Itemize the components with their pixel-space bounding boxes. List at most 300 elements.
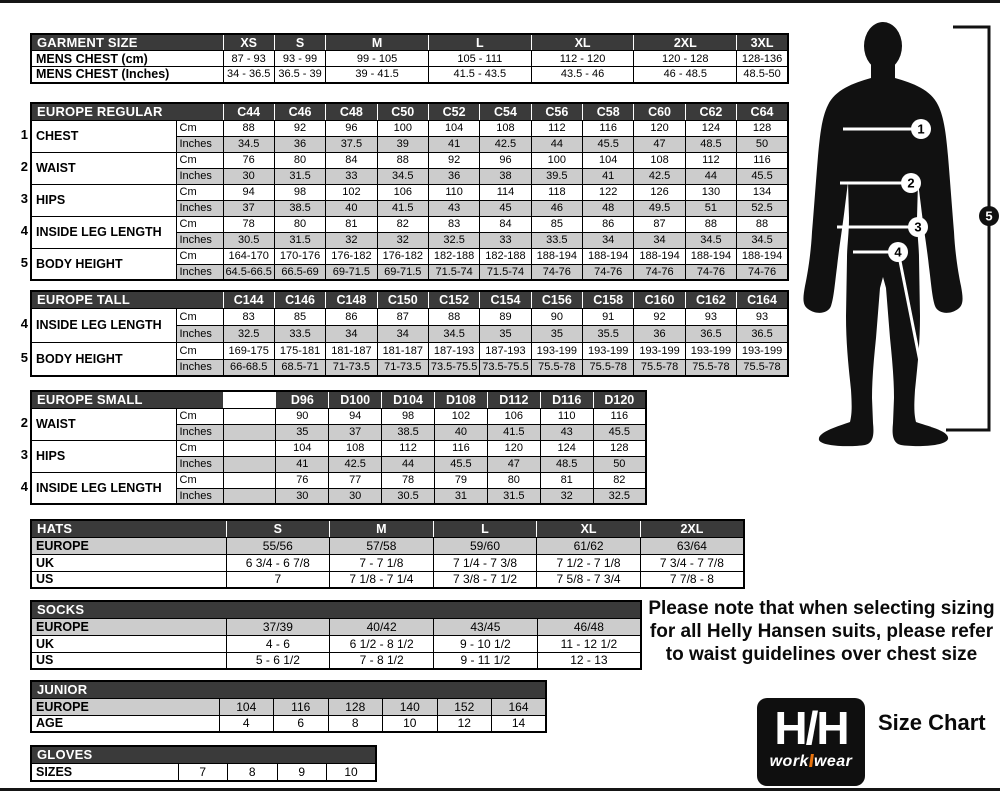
size-header: C146 (274, 291, 325, 308)
value-cell: 41 (583, 168, 634, 184)
value-cell: 7 - 7 1/8 (330, 554, 434, 571)
value-cell: 88 (428, 308, 479, 325)
value-cell: 30.5 (223, 232, 274, 248)
value-cell: 36 (428, 168, 479, 184)
value-cell: 34.5 (428, 325, 479, 342)
value-cell: 32 (377, 232, 428, 248)
value-cell: 42.5 (329, 456, 382, 472)
top-border-line (0, 0, 1000, 3)
value-cell: 193-199 (685, 342, 736, 359)
value-cell: 68.5-71 (274, 359, 325, 376)
size-header: C60 (634, 103, 685, 120)
unit-label: Inches (176, 136, 223, 152)
value-cell: 8 (228, 763, 278, 781)
value-cell: 38.5 (382, 424, 435, 440)
value-cell: 128 (328, 698, 383, 715)
value-cell: 7 (226, 571, 330, 588)
value-cell: 96 (480, 152, 531, 168)
socks-table (30, 600, 642, 670)
row-label: US (31, 571, 226, 588)
value-cell: 6 3/4 - 6 7/8 (226, 554, 330, 571)
size-header: C46 (274, 103, 325, 120)
value-cell: 38 (480, 168, 531, 184)
size-header: S (274, 34, 325, 51)
value-cell: 100 (531, 152, 582, 168)
value-cell: 170-176 (274, 248, 325, 264)
socks-section (30, 600, 642, 670)
value-cell: 45.5 (737, 168, 788, 184)
value-cell: 86 (326, 308, 377, 325)
value-cell: 93 (685, 308, 736, 325)
value-cell (223, 424, 276, 440)
size-header: L (433, 520, 537, 537)
size-header: C50 (377, 103, 428, 120)
value-cell: 35.5 (583, 325, 634, 342)
figure-head (864, 22, 902, 70)
value-cell: 78 (382, 472, 435, 488)
value-cell: 112 (685, 152, 736, 168)
unit-label: Inches (176, 264, 223, 280)
table-title: SOCKS (31, 601, 641, 618)
size-header: C160 (634, 291, 685, 308)
value-cell: 37 (223, 200, 274, 216)
value-cell: 10 (383, 715, 438, 732)
body-measurement-figure (793, 20, 1000, 455)
value-cell: 176-182 (377, 248, 428, 264)
europe-regular-section (16, 102, 789, 281)
value-cell: 193-199 (531, 342, 582, 359)
value-cell: 74-76 (737, 264, 788, 280)
size-header: M (326, 34, 429, 51)
value-cell: 32.5 (223, 325, 274, 342)
value-cell (223, 408, 276, 424)
value-cell: 124 (540, 440, 593, 456)
size-chart-title: Size Chart (878, 710, 986, 735)
value-cell: 49.5 (634, 200, 685, 216)
value-cell: 51 (685, 200, 736, 216)
size-header: C62 (685, 103, 736, 120)
value-cell: 120 - 128 (634, 51, 737, 67)
row-label: MENS CHEST (cm) (31, 51, 223, 67)
value-cell: 48.5-50 (737, 67, 788, 83)
value-cell: 7 3/4 - 7 7/8 (640, 554, 744, 571)
value-cell: 128 (737, 120, 788, 136)
value-cell: 55/56 (226, 537, 330, 554)
value-cell: 112 (382, 440, 435, 456)
value-cell: 36.5 (737, 325, 788, 342)
size-header: C150 (377, 291, 428, 308)
value-cell: 116 (274, 698, 329, 715)
value-cell: 43.5 - 46 (531, 67, 634, 83)
unit-label: Inches (176, 456, 223, 472)
value-cell: 31.5 (274, 232, 325, 248)
value-cell: 74-76 (634, 264, 685, 280)
value-cell: 181-187 (326, 342, 377, 359)
value-cell: 71.5-74 (480, 264, 531, 280)
value-cell: 102 (435, 408, 488, 424)
value-cell: 34 - 36.5 (223, 67, 274, 83)
europe-tall-section (16, 290, 789, 377)
value-cell: 9 (277, 763, 327, 781)
size-header: D108 (435, 391, 488, 408)
value-cell: 6 1/2 - 8 1/2 (330, 635, 434, 652)
value-cell: 80 (487, 472, 540, 488)
value-cell: 80 (274, 216, 325, 232)
value-cell: 66.5-69 (274, 264, 325, 280)
value-cell: 98 (382, 408, 435, 424)
value-cell: 34.5 (223, 136, 274, 152)
value-cell: 98 (274, 184, 325, 200)
table-title: EUROPE TALL (31, 291, 223, 308)
row-number: 5 (20, 350, 28, 365)
value-cell: 41.5 - 43.5 (428, 67, 531, 83)
value-cell: 128 (593, 440, 646, 456)
value-cell: 30 (276, 488, 329, 504)
value-cell: 75.5-78 (531, 359, 582, 376)
value-cell: 75.5-78 (634, 359, 685, 376)
value-cell: 88 (737, 216, 788, 232)
value-cell: 130 (685, 184, 736, 200)
unit-label: Cm (176, 408, 223, 424)
value-cell: 43/45 (434, 618, 538, 635)
row-label: UK (31, 554, 226, 571)
row-label: HIPS (31, 440, 176, 472)
value-cell: 104 (276, 440, 329, 456)
value-cell: 104 (428, 120, 479, 136)
gloves-section (30, 745, 377, 782)
value-cell: 87 - 93 (223, 51, 274, 67)
value-cell: 46 (531, 200, 582, 216)
value-cell: 188-194 (634, 248, 685, 264)
hh-workwear-logo (757, 698, 865, 786)
table-title: JUNIOR (31, 681, 546, 698)
value-cell: 45.5 (435, 456, 488, 472)
value-cell: 71.5-74 (428, 264, 479, 280)
unit-label: Cm (176, 472, 223, 488)
value-cell: 39 (377, 136, 428, 152)
value-cell: 74-76 (531, 264, 582, 280)
body-silhouette (803, 64, 962, 446)
value-cell: 12 (437, 715, 492, 732)
size-header: C58 (583, 103, 634, 120)
value-cell: 41 (276, 456, 329, 472)
logo-hh-text: H/H (774, 702, 848, 754)
value-cell: 30.5 (382, 488, 435, 504)
value-cell: 84 (480, 216, 531, 232)
europe-small-section (16, 390, 647, 505)
value-cell: 34.5 (685, 232, 736, 248)
value-cell: 35 (276, 424, 329, 440)
row-number: 1 (20, 127, 28, 142)
row-label: MENS CHEST (Inches) (31, 67, 223, 83)
value-cell: 34.5 (377, 168, 428, 184)
row-label: US (31, 652, 226, 669)
row-label: EUROPE (31, 698, 219, 715)
table-title: GLOVES (31, 746, 376, 763)
unit-label: Cm (176, 248, 223, 264)
size-header: 2XL (640, 520, 744, 537)
value-cell: 42.5 (480, 136, 531, 152)
value-cell: 182-188 (428, 248, 479, 264)
value-cell: 45.5 (593, 424, 646, 440)
value-cell: 76 (223, 152, 274, 168)
logo-workwear-text: work wear (769, 753, 853, 770)
value-cell (223, 488, 276, 504)
value-cell: 73.5-75.5 (428, 359, 479, 376)
value-cell: 93 (737, 308, 788, 325)
value-cell: 34 (583, 232, 634, 248)
size-header: D104 (382, 391, 435, 408)
value-cell: 83 (428, 216, 479, 232)
value-cell: 188-194 (583, 248, 634, 264)
junior-table (30, 680, 547, 733)
value-cell: 193-199 (583, 342, 634, 359)
value-cell: 128-136 (737, 51, 788, 67)
value-cell: 41 (428, 136, 479, 152)
value-cell: 134 (737, 184, 788, 200)
row-label: UK (31, 635, 226, 652)
hats-table (30, 519, 745, 589)
value-cell: 108 (329, 440, 382, 456)
value-cell: 99 - 105 (326, 51, 429, 67)
value-cell: 116 (583, 120, 634, 136)
value-cell: 34 (377, 325, 428, 342)
value-cell: 92 (634, 308, 685, 325)
value-cell: 116 (737, 152, 788, 168)
marker-3-number: 3 (914, 219, 922, 235)
value-cell: 7 1/8 - 7 1/4 (330, 571, 434, 588)
unit-label: Cm (176, 184, 223, 200)
value-cell (223, 456, 276, 472)
value-cell: 85 (274, 308, 325, 325)
size-header: S (226, 520, 330, 537)
size-header: D96 (276, 391, 329, 408)
value-cell: 96 (326, 120, 377, 136)
value-cell: 43 (428, 200, 479, 216)
value-cell: 4 (219, 715, 274, 732)
value-cell: 92 (428, 152, 479, 168)
value-cell: 188-194 (531, 248, 582, 264)
value-cell: 79 (435, 472, 488, 488)
value-cell: 87 (634, 216, 685, 232)
size-header: M (330, 520, 434, 537)
row-label: INSIDE LEG LENGTH (31, 216, 176, 248)
table-title: EUROPE REGULAR (31, 103, 223, 120)
unit-label: Cm (176, 342, 223, 359)
unit-label: Cm (176, 120, 223, 136)
value-cell: 104 (219, 698, 274, 715)
value-cell: 41.5 (377, 200, 428, 216)
value-cell: 120 (487, 440, 540, 456)
row-label: HIPS (31, 184, 176, 216)
row-label: BODY HEIGHT (31, 342, 176, 376)
value-cell: 69-71.5 (377, 264, 428, 280)
blank-header (223, 391, 276, 408)
value-cell: 33.5 (531, 232, 582, 248)
value-cell: 31.5 (274, 168, 325, 184)
value-cell: 94 (329, 408, 382, 424)
value-cell: 90 (276, 408, 329, 424)
row-number: 5 (20, 255, 28, 270)
value-cell: 46 - 48.5 (634, 67, 737, 83)
garment-size-table (30, 33, 789, 84)
marker-5-number: 5 (985, 208, 993, 224)
value-cell: 32 (540, 488, 593, 504)
value-cell: 84 (326, 152, 377, 168)
value-cell: 91 (583, 308, 634, 325)
row-label: EUROPE (31, 537, 226, 554)
value-cell: 37.5 (326, 136, 377, 152)
size-header: C164 (737, 291, 788, 308)
value-cell: 12 - 13 (537, 652, 641, 669)
row-label: INSIDE LEG LENGTH (31, 308, 176, 342)
value-cell: 105 - 111 (428, 51, 531, 67)
row-number: 4 (20, 479, 28, 494)
unit-label: Inches (176, 325, 223, 342)
row-number: 3 (20, 447, 28, 462)
value-cell: 34.5 (737, 232, 788, 248)
value-cell: 87 (377, 308, 428, 325)
table-title: HATS (31, 520, 226, 537)
value-cell: 82 (593, 472, 646, 488)
unit-label: Inches (176, 359, 223, 376)
value-cell: 71-73.5 (377, 359, 428, 376)
value-cell: 61/62 (537, 537, 641, 554)
size-header: L (428, 34, 531, 51)
size-header: C156 (531, 291, 582, 308)
value-cell: 46/48 (537, 618, 641, 635)
value-cell: 182-188 (480, 248, 531, 264)
value-cell: 102 (326, 184, 377, 200)
value-cell: 86 (583, 216, 634, 232)
value-cell: 48.5 (540, 456, 593, 472)
value-cell: 188-194 (737, 248, 788, 264)
value-cell: 114 (480, 184, 531, 200)
row-label: SIZES (31, 763, 178, 781)
marker-2-number: 2 (907, 175, 915, 191)
value-cell: 50 (737, 136, 788, 152)
value-cell: 31.5 (487, 488, 540, 504)
value-cell: 75.5-78 (737, 359, 788, 376)
row-label: EUROPE (31, 618, 226, 635)
value-cell: 104 (583, 152, 634, 168)
value-cell: 152 (437, 698, 492, 715)
value-cell: 108 (480, 120, 531, 136)
sizing-note: Please note that when selecting sizing for all Helly Hansen suits, please refer to waist guidelines over chest size (648, 598, 995, 666)
unit-label: Cm (176, 308, 223, 325)
value-cell: 74-76 (685, 264, 736, 280)
value-cell: 63/64 (640, 537, 744, 554)
size-header: C64 (737, 103, 788, 120)
value-cell: 64.5-66.5 (223, 264, 274, 280)
value-cell: 36.5 - 39 (274, 67, 325, 83)
value-cell: 32.5 (593, 488, 646, 504)
size-header: 3XL (737, 34, 788, 51)
value-cell (223, 472, 276, 488)
value-cell: 110 (540, 408, 593, 424)
row-label: WAIST (31, 152, 176, 184)
value-cell: 88 (685, 216, 736, 232)
unit-label: Inches (176, 424, 223, 440)
value-cell: 42.5 (634, 168, 685, 184)
value-cell: 89 (480, 308, 531, 325)
value-cell (223, 440, 276, 456)
value-cell: 40 (435, 424, 488, 440)
value-cell: 11 - 12 1/2 (537, 635, 641, 652)
value-cell: 35 (531, 325, 582, 342)
size-header: C48 (326, 103, 377, 120)
size-header: C54 (480, 103, 531, 120)
value-cell: 106 (487, 408, 540, 424)
size-header: C162 (685, 291, 736, 308)
value-cell: 75.5-78 (583, 359, 634, 376)
value-cell: 74-76 (583, 264, 634, 280)
row-number: 4 (20, 223, 28, 238)
value-cell: 81 (326, 216, 377, 232)
value-cell: 88 (377, 152, 428, 168)
value-cell: 7 (178, 763, 228, 781)
table-title: GARMENT SIZE (31, 34, 223, 51)
value-cell: 118 (531, 184, 582, 200)
value-cell: 77 (329, 472, 382, 488)
europe-regular-table (30, 102, 789, 281)
value-cell: 93 - 99 (274, 51, 325, 67)
value-cell: 164-170 (223, 248, 274, 264)
value-cell: 108 (634, 152, 685, 168)
value-cell: 45.5 (583, 136, 634, 152)
size-header: C44 (223, 103, 274, 120)
value-cell: 14 (492, 715, 547, 732)
value-cell: 33.5 (274, 325, 325, 342)
value-cell: 32 (326, 232, 377, 248)
value-cell: 40/42 (330, 618, 434, 635)
value-cell: 69-71.5 (326, 264, 377, 280)
value-cell: 5 - 6 1/2 (226, 652, 330, 669)
value-cell: 83 (223, 308, 274, 325)
logo-box (757, 698, 865, 786)
value-cell: 110 (428, 184, 479, 200)
size-header: XL (537, 520, 641, 537)
size-header: D116 (540, 391, 593, 408)
value-cell: 116 (593, 408, 646, 424)
value-cell: 78 (223, 216, 274, 232)
row-label: CHEST (31, 120, 176, 152)
bottom-border-line (0, 788, 1000, 791)
value-cell: 47 (487, 456, 540, 472)
value-cell: 76 (276, 472, 329, 488)
value-cell: 34 (634, 232, 685, 248)
size-header: D112 (487, 391, 540, 408)
value-cell: 7 - 8 1/2 (330, 652, 434, 669)
value-cell: 50 (593, 456, 646, 472)
value-cell: 140 (383, 698, 438, 715)
size-header: C158 (583, 291, 634, 308)
row-label: AGE (31, 715, 219, 732)
size-header: C52 (428, 103, 479, 120)
value-cell: 47 (634, 136, 685, 152)
value-cell: 59/60 (433, 537, 537, 554)
value-cell: 176-182 (326, 248, 377, 264)
size-header: D100 (329, 391, 382, 408)
value-cell: 36.5 (685, 325, 736, 342)
unit-label: Cm (176, 440, 223, 456)
value-cell: 35 (480, 325, 531, 342)
garment-size-section (30, 33, 789, 84)
value-cell: 120 (634, 120, 685, 136)
value-cell: 116 (435, 440, 488, 456)
value-cell: 112 (531, 120, 582, 136)
value-cell: 188-194 (685, 248, 736, 264)
